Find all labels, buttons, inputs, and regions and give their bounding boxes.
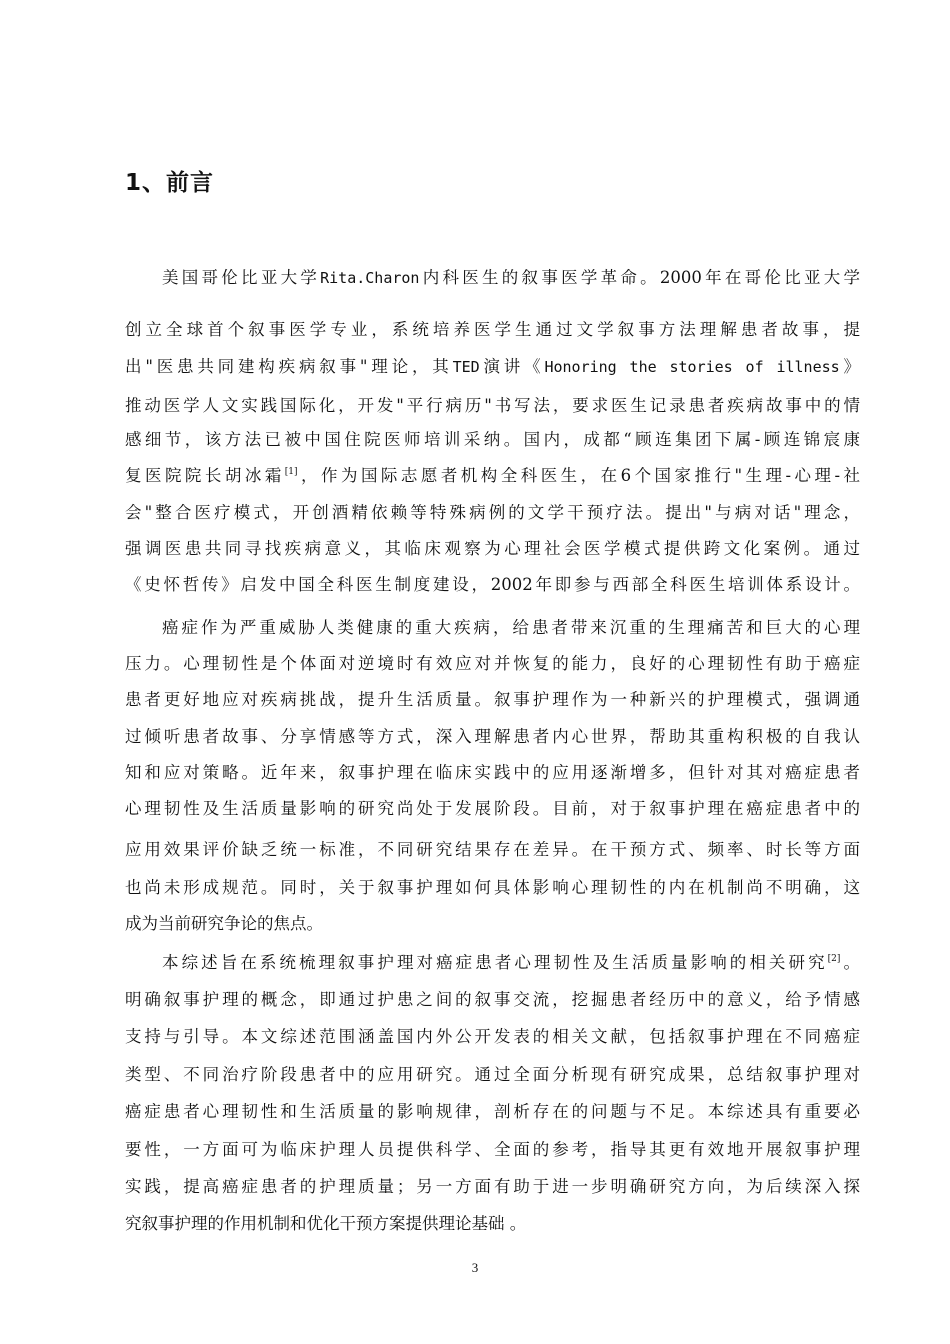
paragraph-2-line-1: 癌症作为严重威胁人类健康的重大疾病，给患者带来沉重的生理痛苦和巨大的心理 xyxy=(162,618,860,637)
paragraph-2-line-7: 应用效果评价缺乏统一标准，不同研究结果存在差异。在干预方式、频率、时长等方面 xyxy=(125,840,860,859)
citation-2[interactable]: [2] xyxy=(827,954,841,964)
text-run: 》 xyxy=(839,357,861,376)
text-run: 内科医生的叙事医学革命。2000年在哥伦比亚大学 xyxy=(419,268,861,287)
paragraph-3-line-6: 要性，一方面可为临床护理人员提供科学、全面的参考，指导其更有效地开展叙事护理 xyxy=(125,1140,860,1159)
paragraph-1-line-3 xyxy=(125,355,860,379)
paragraph-2-line-6: 心理韧性及生活质量影响的研究尚处于发展阶段。目前，对于叙事护理在癌症患者中的 xyxy=(125,799,860,818)
text-run: 演讲《 xyxy=(479,357,545,376)
section-heading: 1、前言 xyxy=(125,170,215,196)
paragraph-2-line-4: 过倾听患者故事、分享情感等方式，深入理解患者内心世界，帮助其重构积极的自我认 xyxy=(125,727,860,746)
text-run: 复医院院长胡冰霜 xyxy=(125,466,285,485)
text-run: 。 xyxy=(840,953,861,972)
paragraph-3-line-7: 实践，提高癌症患者的护理质量；另一方面有助于进一步明确研究方向，为后续深入探 xyxy=(125,1177,860,1196)
paragraph-3-line-2: 明确叙事护理的概念，即通过护患之间的叙事交流，挖掘患者经历中的意义，给予情感 xyxy=(125,990,860,1009)
paragraph-3-line-5: 癌症患者心理韧性和生活质量的影响规律，剖析存在的问题与不足。本综述具有重要必 xyxy=(125,1102,860,1121)
paragraph-1-line-5: 感细节，该方法已被中国住院医师培训采纳。国内，成都“顾连集团下属-顾连锦宸康 xyxy=(125,430,860,449)
paragraph-3-line-4: 类型、不同治疗阶段患者中的应用研究。通过全面分析现有研究成果，总结叙事护理对 xyxy=(125,1065,860,1084)
paragraph-1-line-7: 会"整合医疗模式，开创酒精依赖等特殊病例的文学干预疗法。提出"与病对话"理念， xyxy=(125,503,860,522)
paragraph-2-line-5: 知和应对策略。近年来，叙事护理在临床实践中的应用逐渐增多，但针对其对癌症患者 xyxy=(125,763,860,782)
paragraph-2-line-9: 成为当前研究争论的焦点。 xyxy=(125,914,323,933)
paragraph-1-line-9: 《史怀哲传》启发中国全科医生制度建设，2002年即参与西部全科医生培训体系设计。 xyxy=(125,575,860,594)
paragraph-2-line-3: 患者更好地应对疾病挑战，提升生活质量。叙事护理作为一种新兴的护理模式，强调通 xyxy=(125,690,860,709)
text-run: 本综述旨在系统梳理叙事护理对癌症患者心理韧性及生活质量影响的相关研究 xyxy=(162,953,828,972)
paragraph-1-line-8: 强调医患共同寻找疾病意义，其临床观察为心理社会医学模式提供跨文化案例。通过 xyxy=(125,539,860,558)
text-run: 出"医患共同建构疾病叙事"理论，其 xyxy=(125,357,453,376)
paragraph-2-line-2: 压力。心理韧性是个体面对逆境时有效应对并恢复的能力，良好的心理韧性有助于癌症 xyxy=(125,654,860,673)
citation-1[interactable]: [1] xyxy=(284,467,298,477)
paragraph-3-line-3: 支持与引导。本文综述范围涵盖国内外公开发表的相关文献，包括叙事护理在不同癌症 xyxy=(125,1027,860,1046)
paragraph-2-line-8: 也尚未形成规范。同时，关于叙事护理如何具体影响心理韧性的内在机制尚不明确，这 xyxy=(125,878,860,897)
text-run: ，作为国际志愿者机构全科医生，在6个国家推行"生理-心理-社 xyxy=(297,466,860,485)
paragraph-1-line-6 xyxy=(125,464,860,488)
text-run: TED xyxy=(452,358,480,376)
paragraph-1-line-1 xyxy=(162,266,860,290)
paragraph-3-line-8: 究叙事护理的作用机制和优化干预方案提供理论基础 。 xyxy=(125,1214,527,1233)
paragraph-1-line-2: 创立全球首个叙事医学专业，系统培养医学生通过文学叙事方法理解患者故事，提 xyxy=(125,320,860,339)
text-run: 美国哥伦比亚大学 xyxy=(162,268,321,287)
paragraph-1-line-4: 推动医学人文实践国际化，开发"平行病历"书写法，要求医生记录患者疾病故事中的情 xyxy=(125,396,860,415)
paragraph-3-line-1 xyxy=(162,951,860,975)
text-run: Honoring the stories of illness xyxy=(544,358,840,376)
page-number: 3 xyxy=(471,1260,479,1275)
text-run: Rita.Charon xyxy=(320,269,420,287)
